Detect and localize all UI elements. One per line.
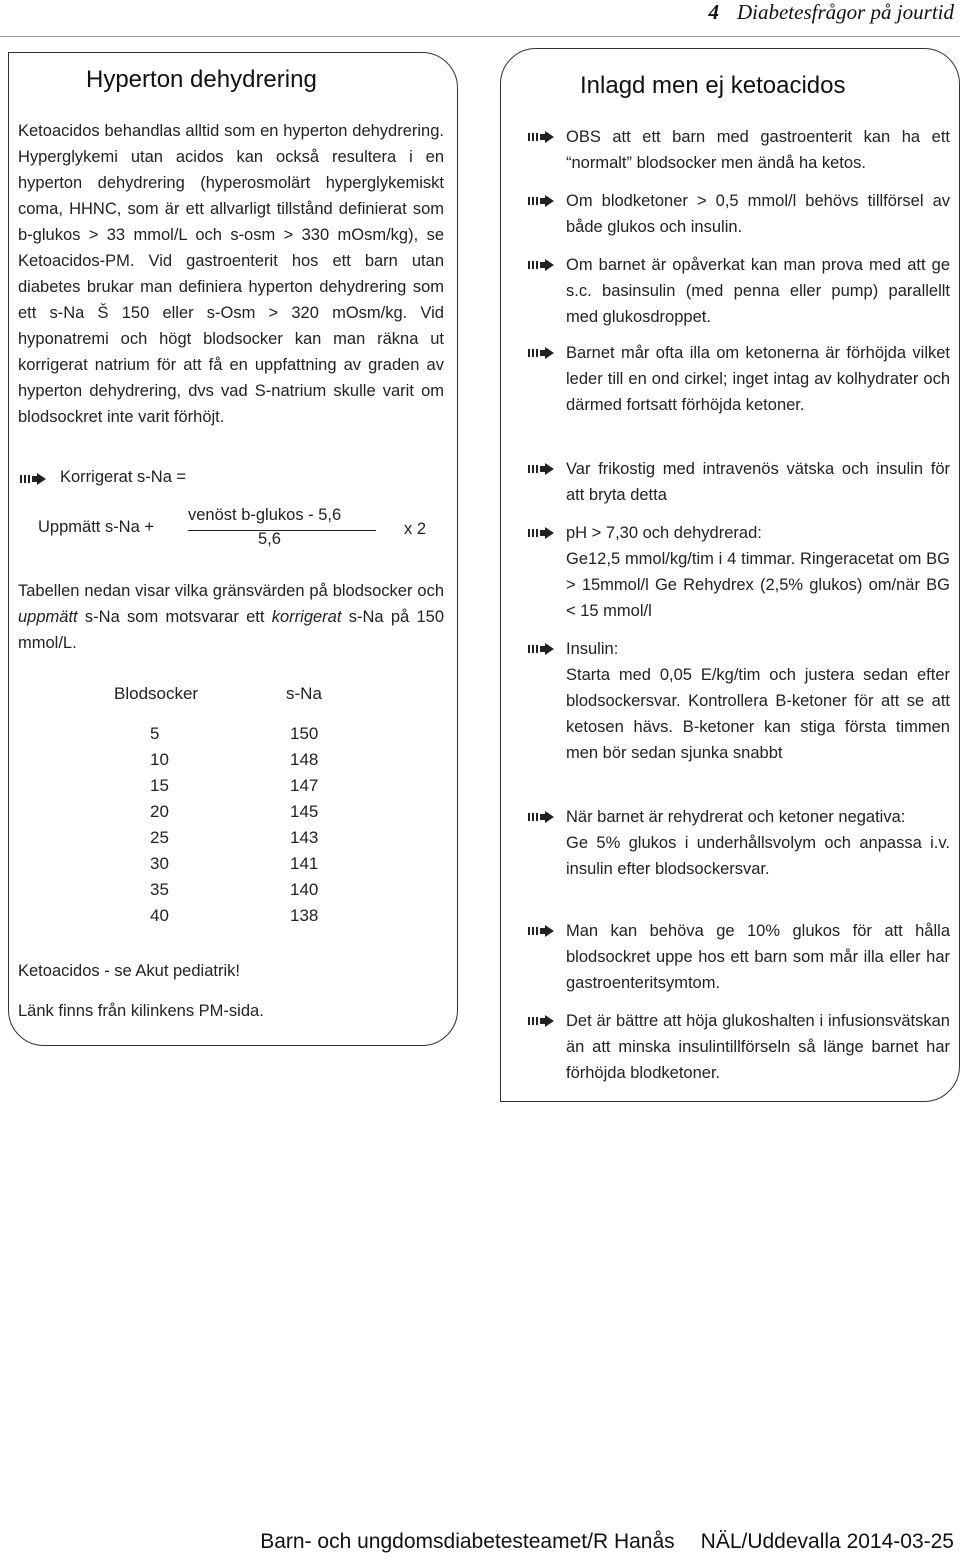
formula-multiplier: x 2	[404, 520, 427, 538]
ketoacidos-note: Ketoacidos - se Akut pediatrik!	[18, 962, 240, 980]
footer-team: Barn- och ungdomsdiabetesteamet/R Hanås	[260, 1530, 675, 1553]
table-header-sna: s-Na	[286, 684, 322, 703]
list-item: Om barnet är opåverkat kan man prova med att ge s.c. basinsulin (med penna eller pump) parallellt med glukosdroppet.	[528, 252, 950, 330]
table-row: 25 143	[150, 828, 319, 847]
arrow-bullet-icon	[528, 195, 554, 207]
list-item: pH > 7,30 och dehydrerad: Ge12,5 mmol/kg/tim i 4 timmar. Ringeracetat om BG > 15mmol/l Ge Rehydrex (2,5% glukos) om/när BG < 15 mmol/l	[528, 520, 950, 624]
list-item: Man kan behöva ge 10% glukos för att hålla blodsockret uppe hos ett barn som mår illa eller har gastroenteritsymtom.	[528, 918, 950, 996]
table-row: 5 150	[150, 724, 319, 743]
hyperton-paragraph: Ketoacidos behandlas alltid som en hyperton dehydrering. Hyperglykemi utan acidos kan också resultera i en hyperton dehydrering (hyperosmolärt hyperglykemiskt coma, HHNC, som är ett allvarligt tillstånd definierat som b-glukos > 33 mmol/L och s-osm > 330 mOsm/kg), se Ketoacidos-PM. Vid gastroenterit hos ett barn utan diabetes brukar man definiera hyperton dehydrering som ett s-Na Š 150 eller s-Osm > 320 mOsm/kg. Vid hyponatremi och högt blodsocker kan man räkna ut korrigerat natrium för att få en uppfattning av graden av hyperton dehydrering, dvs vad S-natrium skulle varit om blodsockret inte varit förhöjt.	[18, 122, 444, 426]
arrow-bullet-icon	[528, 259, 554, 271]
fraction-bar	[188, 530, 376, 531]
arrow-bullet-icon	[528, 347, 554, 359]
table-row: 40 138	[150, 906, 319, 925]
arrow-bullet-icon	[528, 643, 554, 655]
footer-place-date: NÄL/Uddevalla 2014-03-25	[700, 1530, 954, 1553]
header-rule	[0, 36, 960, 37]
arrow-bullet-icon	[528, 925, 554, 937]
running-header	[708, 0, 954, 25]
arrow-bullet-icon	[528, 463, 554, 475]
table-row: 30 141	[150, 854, 319, 873]
table-row: 15 147	[150, 776, 319, 795]
arrow-bullet-icon	[528, 131, 554, 143]
page-footer	[260, 1530, 954, 1554]
formula-numerator: venöst b-glukos - 5,6	[188, 506, 342, 524]
table-header-blodsocker: Blodsocker	[114, 684, 199, 703]
formula-denominator: 5,6	[258, 530, 281, 548]
arrow-bullet-icon	[20, 473, 46, 485]
link-note: Länk finns från kilinkens PM-sida.	[18, 1002, 264, 1020]
page-number: 4	[708, 0, 719, 24]
arrow-bullet-icon	[528, 811, 554, 823]
list-item: OBS att ett barn med gastroenterit kan ha ett “normalt” blodsocker men ändå ha ketos.	[528, 124, 950, 176]
list-item: Insulin: Starta med 0,05 E/kg/tim och justera sedan efter blodsockersvar. Kontrollera B-ketoner för att se att ketosen hävs. B-ketoner kan stiga första timmen men bör sedan sjunka snabbt	[528, 636, 950, 766]
table-row: 20 145	[150, 802, 319, 821]
list-item: Var frikostig med intravenös vätska och insulin för att bryta detta	[528, 456, 950, 508]
table-row: 35 140	[150, 880, 319, 899]
left-box-title: Hyperton dehydrering	[86, 66, 317, 93]
korrigerat-label: Korrigerat s-Na =	[60, 468, 187, 486]
right-box-title: Inlagd men ej ketoacidos	[580, 72, 846, 99]
arrow-bullet-icon	[528, 1015, 554, 1027]
list-item: Det är bättre att höja glukoshalten i infusionsvätskan än att minska insulintillförseln så länge barnet har förhöjda blodketoner.	[528, 1008, 950, 1086]
running-title: Diabetesfrågor på jourtid	[736, 0, 954, 24]
list-item: Om blodketoner > 0,5 mmol/l behövs tillförsel av både glukos och insulin.	[528, 188, 950, 240]
list-item: När barnet är rehydrerat och ketoner negativa: Ge 5% glukos i underhållsvolym och anpassa i.v. insulin efter blodsockersvar.	[528, 804, 950, 882]
formula-left: Uppmätt s-Na +	[38, 518, 154, 536]
arrow-bullet-icon	[528, 527, 554, 539]
table-intro: Tabellen nedan visar vilka gränsvärden på blodsocker och uppmätt s-Na som motsvarar ett korrigerat s-Na på 150 mmol/L.	[18, 582, 444, 652]
list-item: Barnet mår ofta illa om ketonerna är förhöjda vilket leder till en ond cirkel; inget intag av kolhydrater och därmed fortsatt förhöjda ketoner.	[528, 340, 950, 418]
table-row: 10 148	[150, 750, 319, 769]
